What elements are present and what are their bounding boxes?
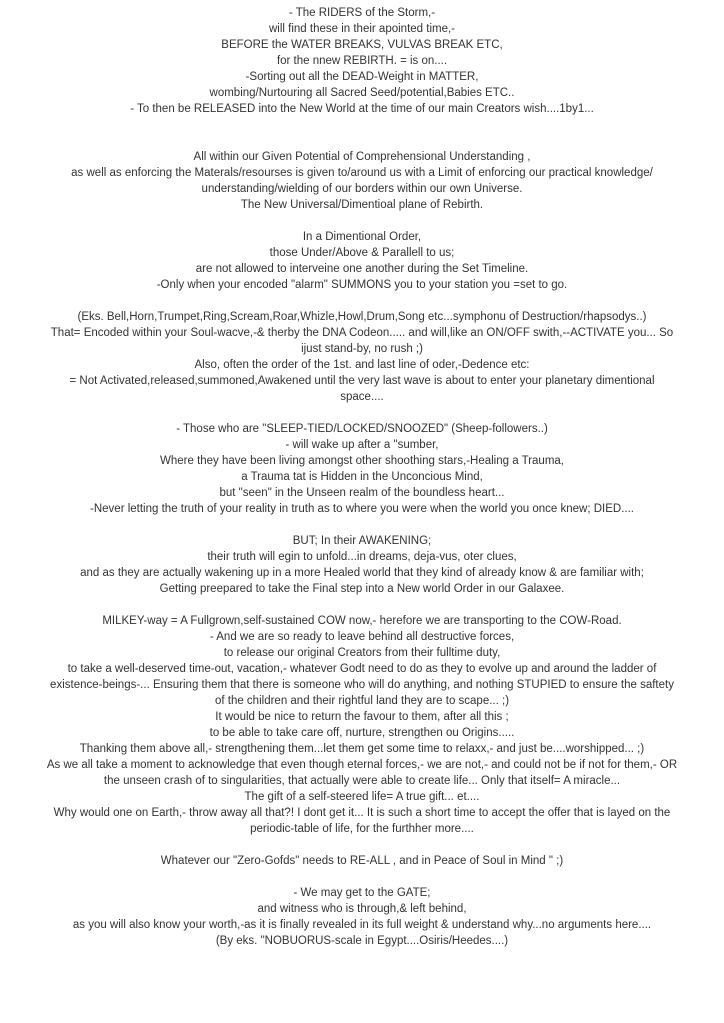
text-line: The New Universal/Dimentioal plane of Rebirth. (240, 199, 484, 211)
blank-line (0, 405, 724, 421)
text-line: will find these in their apointed time,- (268, 23, 455, 35)
blank-line (0, 293, 724, 309)
text-line: as you will also know your worth,-as it is finally revealed in its full weight & understand why...no arguments here.... (72, 919, 652, 931)
text-line: to release our original Creators from their fulltime duty, (223, 647, 501, 659)
text-line: Whatever our "Zero-Gofds" needs to RE-ALL , and in Peace of Soul in Mind " ;) (160, 855, 564, 867)
text-line: - The RIDERS of the Storm,- (288, 7, 436, 19)
text-line: - To then be RELEASED into the New World at the time of our main Creators wish....1by1... (130, 103, 594, 115)
text-line: Also, often the order of the 1st. and last line of oder,-Dedence etc: (194, 359, 530, 371)
text-line: ijust stand-by, no rush ;) (301, 343, 423, 355)
text-line: to take a well-deserved time-out, vacation,- whatever Godt need to do as they to evolve up and around the ladder of (67, 663, 657, 675)
text-line: their truth will egin to unfold...in dreams, deja-vus, oter clues, (207, 551, 517, 563)
text-line: That= Encoded within your Soul-wacve,-& therby the DNA Codeon..... and will,like an ON/OFF swith,--ACTIVATE you... So (50, 327, 674, 339)
text-line: BEFORE the WATER BREAKS, VULVAS BREAK ETC, (221, 39, 503, 51)
text-line: MILKEY-way = A Fullgrown,self-sustained COW now,- herefore we are transporting to the COW-Road. (102, 615, 622, 627)
text-line: - Those who are "SLEEP-TIED/LOCKED/SNOOZED" (Sheep-followers..) (176, 423, 548, 435)
text-line: The gift of a self-steered life= A true gift... et.... (244, 791, 480, 803)
text-line: Why would one on Earth,- throw away all that?! I dont get it... It is such a short time to accept the offer that is layed on the (53, 807, 671, 819)
blank-line (0, 869, 724, 885)
blank-line (0, 837, 724, 853)
text-line: Thanking them above all,- strengthening them...let them get some time to relaxx,- and just be....worshipped... ;) (79, 743, 645, 755)
text-line: As we all take a moment to acknowledge that even though eternal forces,- we are not,- and could not be if not for them,- OR (46, 759, 678, 771)
text-line: (By eks. "NOBUORUS-scale in Egypt....Osiris/Heedes....) (215, 935, 509, 947)
text-line: -Never letting the truth of your reality in truth as to where you were when the world you once knew; DIED.... (90, 503, 634, 515)
blank-line (0, 133, 724, 149)
text-line: are not allowed to interveine one another during the Set Timeline. (195, 263, 529, 275)
text-line: understanding/wielding of our borders within our own Universe. (201, 183, 523, 195)
text-line: - And we are so ready to leave behind all destructive forces, (209, 631, 515, 643)
text-line: space.... (340, 391, 384, 403)
text-line: BUT; In their AWAKENING; (292, 535, 432, 547)
text-line: -Only when your encoded "alarm" SUMMONS you to your station you =set to go. (156, 279, 568, 291)
text-line: - will wake up after a "sumber, (285, 439, 439, 451)
blank-line (0, 597, 724, 613)
text-line: as well as enforcing the Materals/resourses is given to/around us with a Limit of enforcing our practical knowledge/ (71, 167, 653, 179)
text-line: to be able to take care off, nurture, strengthen ou Origins..... (209, 727, 515, 739)
text-line: but "seen" in the Unseen realm of the boundless heart... (219, 487, 505, 499)
text-line: for the nnew REBIRTH. = is on.... (276, 55, 448, 67)
text-line: those Under/Above & Parallell to us; (269, 247, 455, 259)
text-line: All within our Given Potential of Comprehensional Understanding , (193, 151, 531, 163)
text-line: -Sorting out all the DEAD-Weight in MATTER, (245, 71, 479, 83)
text-line: and as they are actually wakening up in a more Healed world that they kind of already know & are familiar with; (80, 567, 644, 579)
text-line: a Trauma tat is Hidden in the Unconcious Mind, (241, 471, 483, 483)
text-line: of the children and their rightful land they are to scape... ;) (214, 695, 510, 707)
blank-line (0, 117, 724, 133)
text-line: (Eks. Bell,Horn,Trumpet,Ring,Scream,Roar,Whizle,Howl,Drum,Song etc...symphonu of Destruction/rhapsodys..) (77, 311, 647, 323)
text-line: existence-beings-... Ensuring them that there is someone who will do anything, and nothing STUPIED to ensure the saftety (50, 679, 674, 691)
text-line: Getting preepared to take the Final step into a New world Order in our Galaxee. (159, 583, 565, 595)
text-line: Where they have been living amongst other shoothing stars,-Healing a Trauma, (160, 455, 564, 467)
text-line: and witness who is through,& left behind, (257, 903, 467, 915)
text-line: wombing/Nurtouring all Sacred Seed/potential,Babies ETC.. (209, 87, 515, 99)
text-line: periodic-table of life, for the furthher more.... (250, 823, 474, 835)
blank-line (0, 213, 724, 229)
text-line: - We may get to the GATE; (293, 887, 431, 899)
text-line: the unseen crash of to singularities, that actually were able to create life... Only that itself= A miracle... (103, 775, 621, 787)
text-line: In a Dimentional Order, (302, 231, 422, 243)
text-line: It would be nice to return the favour to them, after all this ; (215, 711, 509, 723)
text-line: = Not Activated,released,summoned,Awakened until the very last wave is about to enter your planetary dimentional (69, 375, 655, 387)
blank-line (0, 517, 724, 533)
